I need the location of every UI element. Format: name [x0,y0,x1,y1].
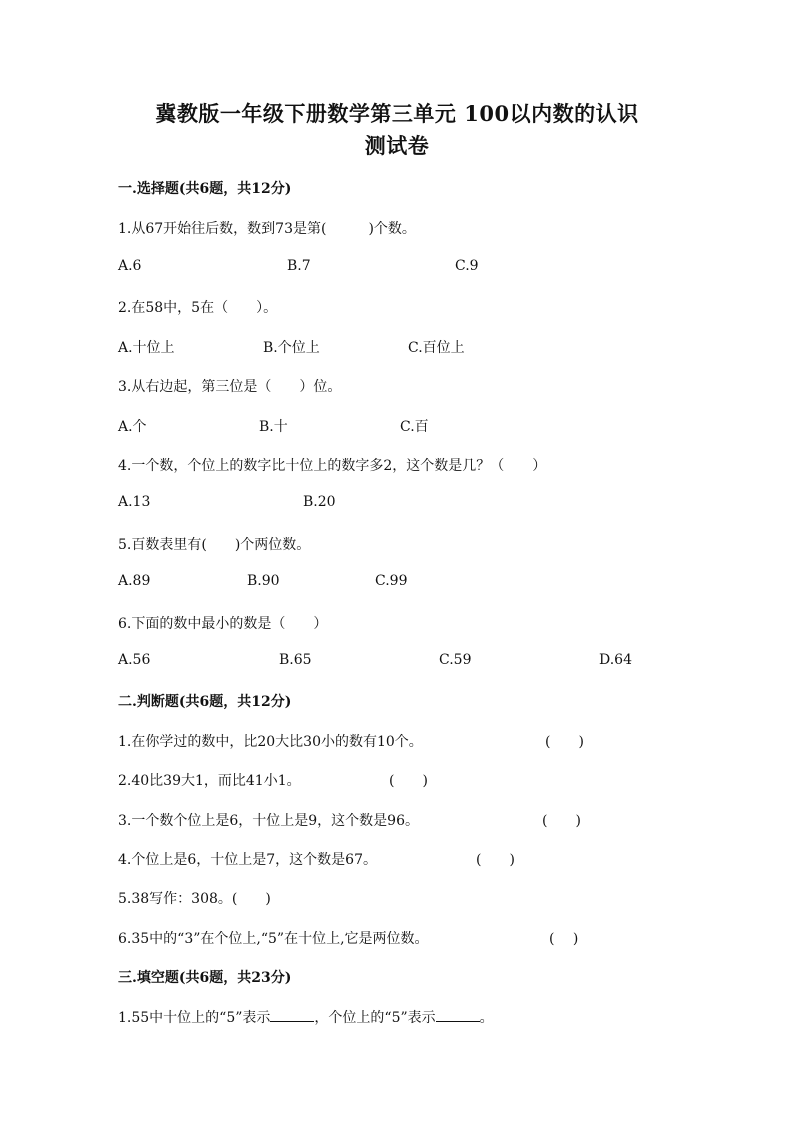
section-heading-judgement: 二.判断题(共6题，共12分) [118,694,292,710]
choice-q3-option-b: B.十 [259,419,288,435]
fill-q1-part1: 1.55中十位上的“5”表示 [118,1010,271,1026]
choice-q2-option-c: C.百位上 [408,340,465,356]
choice-q2-option-b: B.个位上 [263,340,320,356]
choice-q3-option-c: C.百 [400,419,429,435]
choice-q6-option-b: B.65 [279,652,312,668]
choice-q1-option-b: B.7 [287,258,311,274]
fill-q1-part3: 。 [479,1010,494,1026]
choice-q5-option-c: C.99 [375,573,408,589]
section-heading-fill: 三.填空题(共6题，共23分) [118,970,292,986]
section-heading-choice: 一.选择题(共6题，共12分) [118,181,292,197]
choice-question-1: 1.从67开始往后数，数到73是第( )个数。 [118,221,416,237]
choice-question-5: 5.百数表里有( )个两位数。 [118,537,311,553]
judge-question-2: 2.40比39大1，而比41小1。 [118,773,301,789]
judge-question-4: 4.个位上是6，十位上是7，这个数是67。 [118,852,377,868]
choice-q6-option-d: D.64 [599,652,632,668]
judge-q2-paren: ( ) [389,773,428,789]
choice-question-3: 3.从右边起，第三位是（ ）位。 [118,379,342,395]
choice-q6-option-a: A.56 [118,652,151,668]
judge-question-6: 6.35中的“3”在个位上,“5”在十位上,它是两位数。 [118,931,429,947]
fill-q1-blank2[interactable] [436,1020,480,1022]
choice-q1-option-a: A.6 [118,258,142,274]
exam-title-line2: 测试卷 [364,133,430,158]
fill-question-1 [118,1007,494,1027]
choice-q4-option-b: B.20 [303,494,336,510]
judge-question-3: 3.一个数个位上是6，十位上是9，这个数是96。 [118,813,419,829]
judge-q6-paren: ( ) [549,931,579,947]
fill-q1-blank1[interactable] [270,1020,314,1022]
judge-q3-paren: ( ) [542,813,581,829]
choice-q4-option-a: A.13 [118,494,151,510]
choice-question-6: 6.下面的数中最小的数是（ ） [118,616,328,632]
choice-q5-option-b: B.90 [247,573,280,589]
choice-question-4: 4.一个数，个位上的数字比十位上的数字多2，这个数是几？（ ） [118,458,547,474]
choice-q6-option-c: C.59 [439,652,472,668]
judge-question-5: 5.38写作：308。( ) [118,891,271,907]
choice-q2-option-a: A.十位上 [118,340,175,356]
judge-question-1: 1.在你学过的数中，比20大比30小的数有10个。 [118,734,423,750]
choice-q3-option-a: A.个 [118,419,147,435]
choice-q1-option-c: C.9 [455,258,479,274]
choice-q5-option-a: A.89 [118,573,151,589]
judge-q1-paren: ( ) [545,734,584,750]
choice-question-2: 2.在58中，5在（ ）。 [118,300,278,316]
exam-title-line1: 冀教版一年级下册数学第三单元 100以内数的认识 [155,101,639,126]
judge-q4-paren: ( ) [476,852,515,868]
fill-q1-part2: ，个位上的“5”表示 [314,1010,436,1026]
